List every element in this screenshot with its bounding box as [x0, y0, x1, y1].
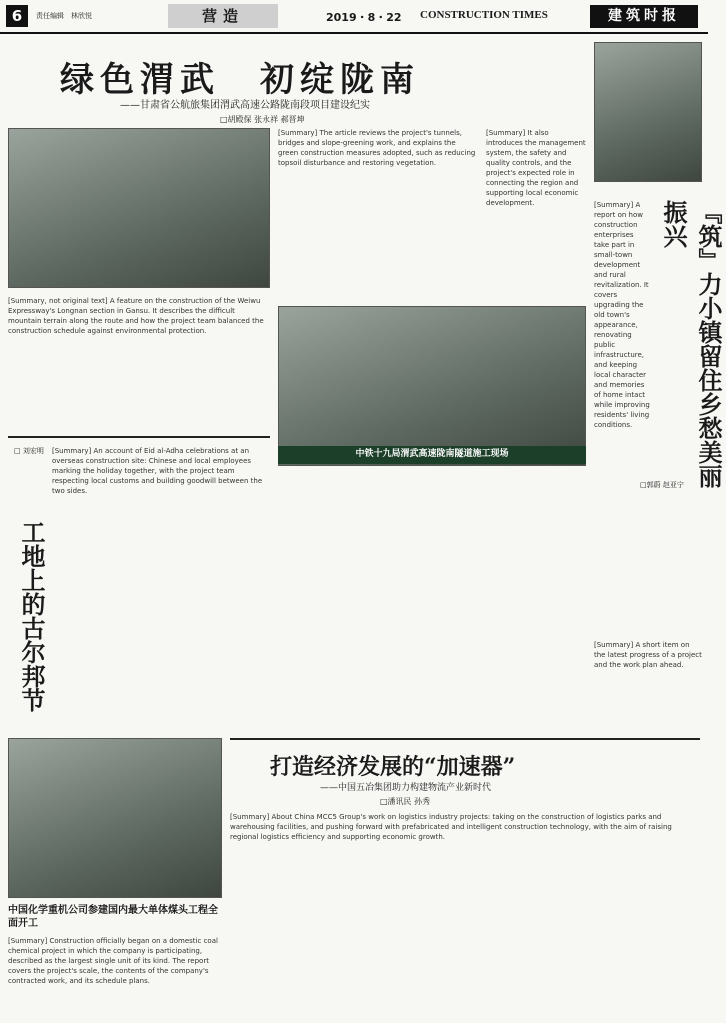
- tunnel-banner-caption: 中铁十九局渭武高速陇南隧道施工现场: [278, 446, 586, 464]
- story3-headline: 工地上的古尔邦节: [17, 520, 46, 712]
- section-title: 营造: [168, 4, 278, 28]
- story1-subhead: ——甘肃省公航旅集团渭武高速公路陇南段项目建设纪实: [120, 100, 370, 111]
- story1-photo-viaduct: [8, 128, 270, 288]
- story1-body-c: [Summary] It also introduces the management system, the safety and quality controls, and the project's expected role in connecting the region and supporting local economic development.: [486, 129, 586, 207]
- column-note: [Summary] A short item on the latest progress of a project and the work plan ahead.: [594, 641, 702, 669]
- story1-byline: □胡殿保 张永祥 郝晋坤: [220, 115, 305, 124]
- story2-body: [Summary] A report on how construction enterprises take part in small-town development and rural revitalization. It covers upgrading the old town's appearance, renovating public infrastructure, and keeping local character and memories of home intact while improving residents' living conditions.: [594, 201, 650, 429]
- story3-byline: □ 刘宏明: [14, 447, 44, 455]
- divider-rule: [230, 738, 700, 740]
- paper-logo: 建筑时报: [590, 5, 698, 28]
- story5-photo-site: [8, 738, 222, 898]
- story1-body-b: [Summary] The article reviews the project's tunnels, bridges and slope-greening work, and explains the green construction measures adopted, such as reducing topsoil disturbance and restoring vegetation.: [278, 129, 476, 167]
- editors-credit: 责任编辑 林欣悦: [36, 12, 92, 20]
- story1-body-a: [Summary, not original text] A feature on the construction of the Weiwu Expressway's Longnan section in Gansu. It describes the difficult mountain terrain along the route and how the project team balanced the construction schedule against environmental protection.: [8, 297, 264, 335]
- story3-body: [Summary] An account of Eid al-Adha celebrations at an overseas construction site: Chinese and local employees marking the holiday together, with the project team respecting local customs and building goodwill between the two sides.: [52, 447, 263, 495]
- divider-rule: [8, 436, 270, 438]
- issue-date: 2019・8・22: [326, 11, 402, 24]
- masthead: [0, 0, 708, 34]
- story2-photo-town: [594, 42, 702, 182]
- story4-body: [Summary] About China MCC5 Group's work on logistics industry projects: taking on the construction of logistics parks and warehousing facilities, and pushing forward with prefabricated and intelligent construction technology, with the aim of raising regional logistics efficiency and supporting economic growth.: [230, 813, 672, 841]
- story4-byline: □潘讯民 孙秀: [380, 797, 431, 806]
- page-number: 6: [6, 5, 28, 27]
- story2-byline: □郭蔚 赵亚宁: [640, 481, 684, 489]
- story1-headline: 绿色渭武 初绽陇南: [60, 60, 420, 100]
- story5-body: [Summary] Construction officially began on a domestic coal chemical project in which the company is participating, described as the largest single unit of its kind. The report covers the project's scale, the contents of the company's contracted work, and its schedule plans.: [8, 937, 218, 985]
- paper-name: CONSTRUCTION TIMES: [420, 9, 548, 21]
- story5-headline: 中国化学重机公司参建国内最大单体煤头工程全面开工: [8, 905, 218, 929]
- story4-subhead: ——中国五冶集团助力构建物流产业新时代: [320, 783, 492, 793]
- story4-headline: 打造经济发展的“加速器”: [270, 754, 516, 780]
- story2-headline: 『筑』力小镇留住乡愁美丽振兴: [659, 200, 723, 488]
- story1-photo-tunnel: [278, 306, 586, 466]
